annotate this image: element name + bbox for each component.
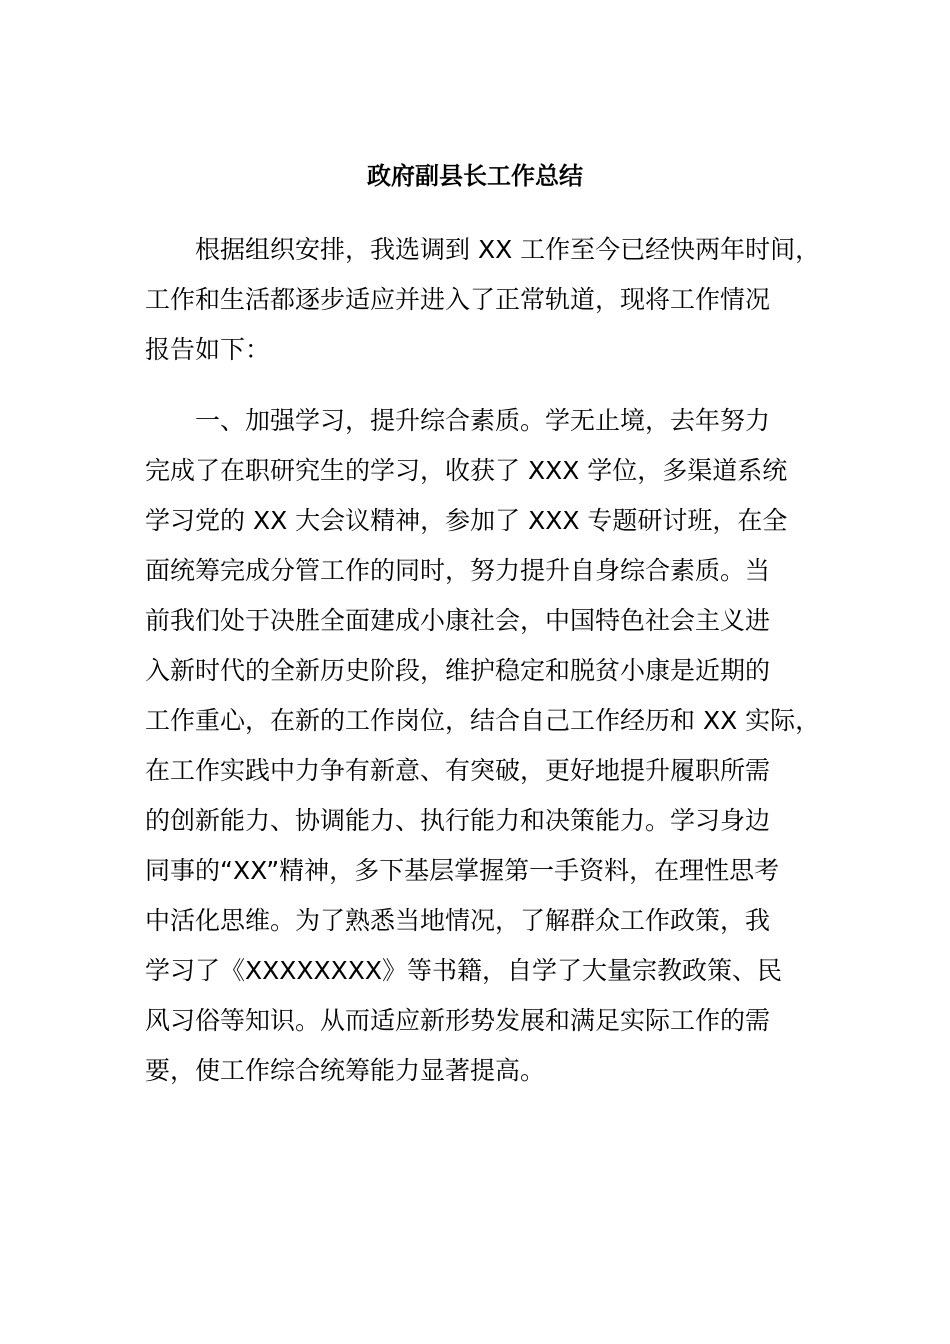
section1-line-5: 前我们处于决胜全面建成小康社会，中国特色社会主义进	[145, 606, 771, 635]
section1-line-6: 入新时代的全新历史阶段，维护稳定和脱贫小康是近期的	[145, 656, 771, 685]
section1-line-2: 完成了在职研究生的学习，收获了 XXX 学位，多渠道系统	[145, 456, 788, 485]
section1-line-11: 中活化思维。为了熟悉当地情况，了解群众工作政策，我	[145, 906, 771, 935]
section1-line-7: 工作重心，在新的工作岗位，结合自己工作经历和 XX 实际，	[145, 706, 821, 735]
section1-line-4: 面统筹完成分管工作的同时，努力提升自身综合素质。当	[145, 556, 771, 585]
intro-line-2: 工作和生活都逐步适应并进入了正常轨道，现将工作情况	[145, 285, 771, 314]
document-title: 政府副县长工作总结	[367, 162, 583, 190]
section1-line-14: 要，使工作综合统筹能力显著提高。	[145, 1056, 546, 1085]
section1-line-10: 同事的“XX”精神，多下基层掌握第一手资料，在理性思考	[145, 856, 780, 885]
section1-line-9: 的创新能力、协调能力、执行能力和决策能力。学习身边	[145, 806, 771, 835]
section1-line-13: 风习俗等知识。从而适应新形势发展和满足实际工作的需	[145, 1006, 771, 1035]
section1-line-3: 学习党的 XX 大会议精神，参加了 XXX 专题研讨班，在全	[145, 506, 788, 535]
section1-line-8: 在工作实践中力争有新意、有突破，更好地提升履职所需	[145, 756, 771, 785]
intro-line-1: 根据组织安排，我选调到 XX 工作至今已经快两年时间，	[195, 235, 821, 264]
section1-line-12: 学习了《XXXXXXXX》等书籍，自学了大量宗教政策、民	[145, 956, 783, 985]
section1-line-1: 一、加强学习，提升综合素质。学无止境，去年努力	[195, 406, 771, 435]
intro-line-3: 报告如下：	[145, 335, 271, 364]
